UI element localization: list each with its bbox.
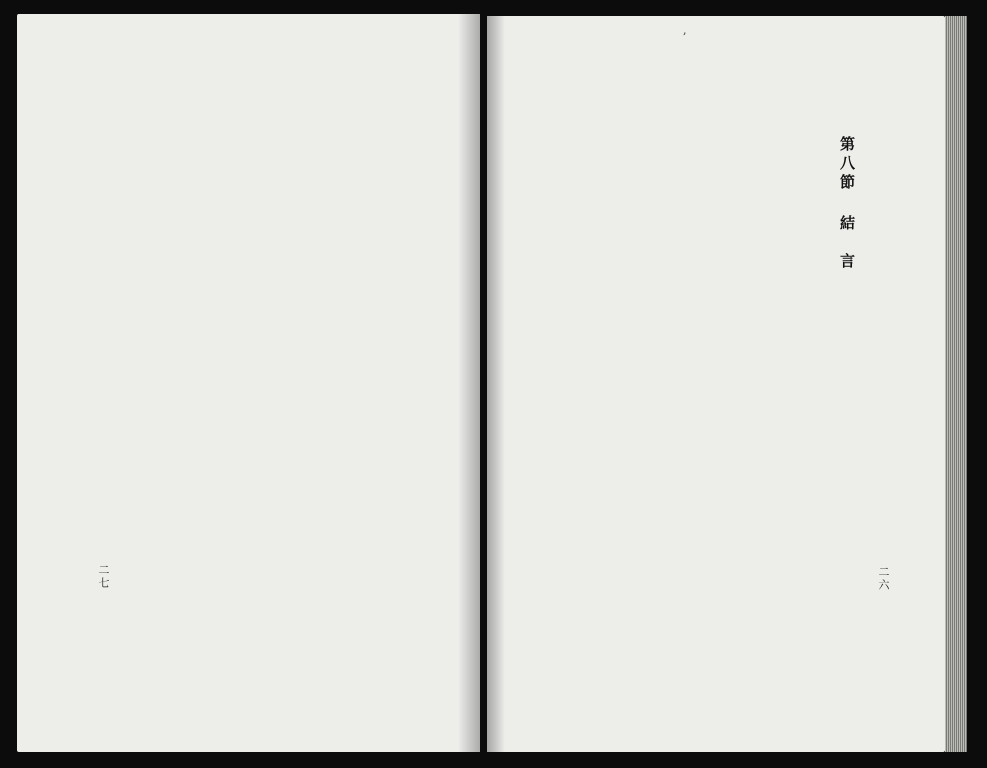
left-page — [17, 14, 480, 752]
page-number-right: 二六 — [877, 566, 890, 592]
gutter-shadow-left — [458, 14, 480, 752]
section-heading — [837, 136, 858, 272]
section-title: 結 言 — [838, 215, 856, 272]
section-label: 第八節 — [838, 136, 856, 193]
page-number-left: 二七 — [97, 564, 110, 590]
book-page-edges — [945, 16, 967, 752]
right-page — [487, 16, 945, 752]
gutter-shadow-right — [487, 16, 505, 752]
ink-mark: , — [683, 24, 687, 37]
